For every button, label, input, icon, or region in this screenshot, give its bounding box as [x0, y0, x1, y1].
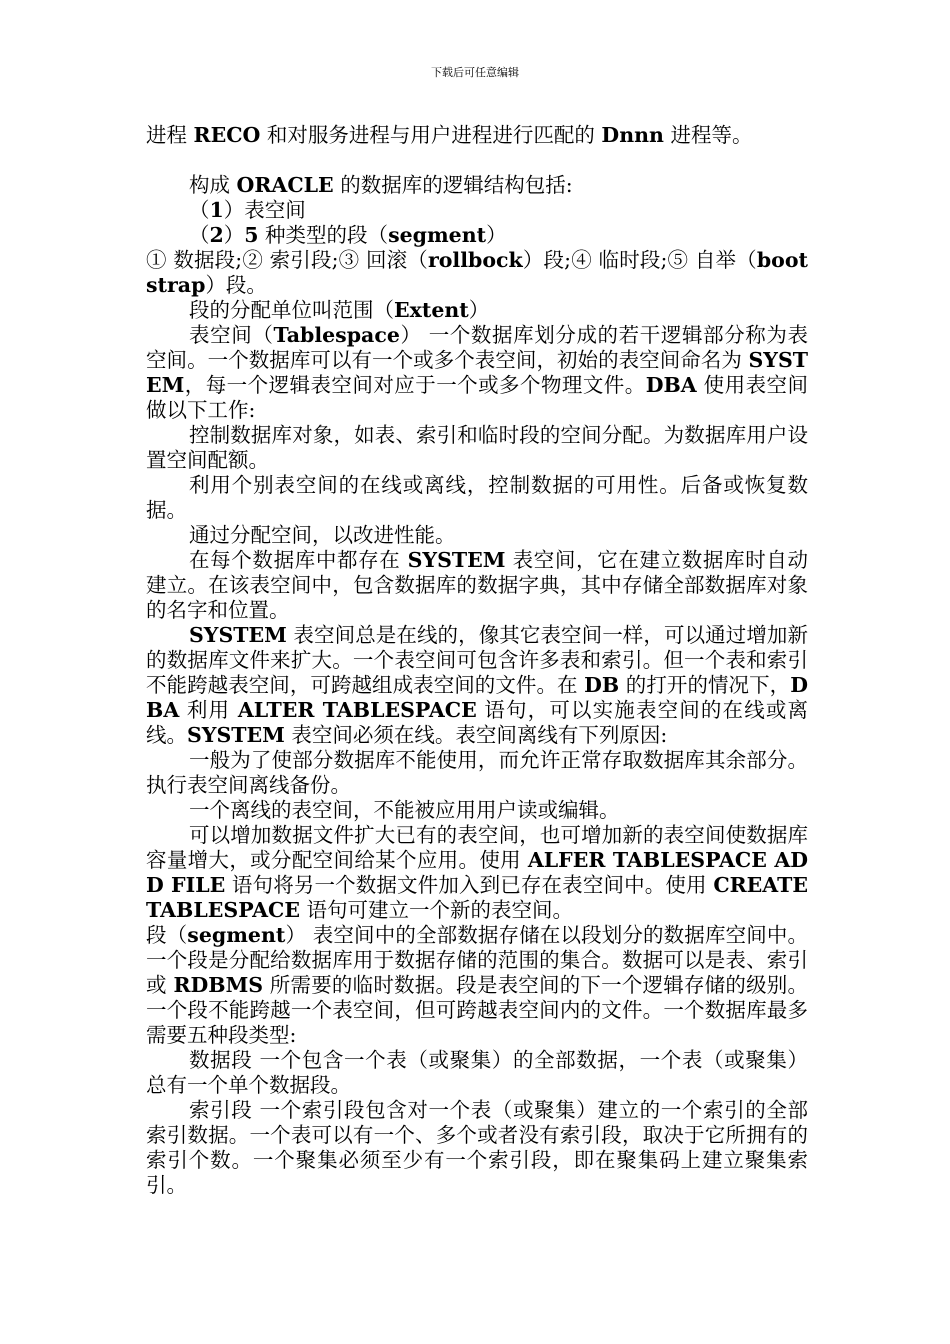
paragraph-offline-reason: 一般为了使部分数据库不能使用，而允许正常存取数据库其余部分。执行表空间离线备份。: [146, 748, 808, 797]
paragraph-extent: 段的分配单位叫范围（Extent）: [189, 298, 490, 322]
list-item-segment-types: （2）5 种类型的段（segment）: [189, 223, 507, 247]
paragraph-system-online: SYSTEM 表空间总是在线的，像其它表空间一样，可以通过增加新的数据库文件来扩大。一个表空间可包含许多表和索引。但一个表和索引不能跨越表空间，可跨越组成表空间的文件。在 DB 的打开的情况下，DBA 利用 ALTER TABLESPACE 语句，可以实施表空间的在线或离线。SYSTEM 表空间必须在线。表空间离线有下列原因:: [146, 623, 808, 747]
paragraph-data-segment: 数据段 一个包含一个表（或聚集）的全部数据，一个表（或聚集）总有一个单个数据段。: [146, 1048, 808, 1097]
page-header: 下载后可任意编辑: [431, 66, 519, 79]
paragraph-allocate-space: 通过分配空间，以改进性能。: [189, 523, 456, 547]
paragraph-segment-list: ① 数据段;② 索引段;③ 回滚（rollbock）段;④ 临时段;⑤ 自举（bootstrap）段。: [146, 248, 808, 297]
paragraph-control-objects: 控制数据库对象，如表、索引和临时段的空间分配。为数据库用户设置空间配额。: [146, 423, 808, 472]
paragraph-index-segment: 索引段 一个索引段包含对一个表（或聚集）建立的一个索引的全部索引数据。一个表可以有一个、多个或者没有索引段，取决于它所拥有的索引个数。一个聚集必须至少有一个索引段，即在聚集码上建立聚集索引。: [146, 1098, 808, 1197]
list-item-tablespace: （1）表空间: [189, 198, 306, 222]
paragraph-segment-definition: 段（segment） 表空间中的全部数据存储在以段划分的数据库空间中。一个段是分配给数据库用于数据存储的范围的集合。数据可以是表、索引或 RDBMS 所需要的临时数据。段是表空间的下一个逻辑存储的级别。一个段不能跨越一个表空间，但可跨越表空间内的文件。一个数据库最多需要五种段类型:: [146, 923, 809, 1047]
paragraph-add-datafile: 可以增加数据文件扩大已有的表空间，也可增加新的表空间使数据库容量增大，或分配空间给某个应用。使用 ALFER TABLESPACE ADD FILE 语句将另一个数据文件加入到已存在表空间中。使用 CREATE TABLESPACE 语句可建立一个新的表空间。: [146, 823, 808, 922]
paragraph-reco: 进程 RECO 和对服务进程与用户进程进行匹配的 Dnnn 进程等。: [146, 123, 753, 147]
paragraph-offline-read: 一个离线的表空间，不能被应用用户读或编辑。: [189, 798, 620, 822]
blank-line: [146, 148, 808, 173]
document-body: [146, 123, 808, 1198]
paragraph-system-tablespace: 在每个数据库中都存在 SYSTEM 表空间，它在建立数据库时自动建立。在该表空间中，包含数据库的数据字典，其中存储全部数据库对象的名字和位置。: [146, 548, 808, 622]
paragraph-online-offline: 利用个别表空间的在线或离线，控制数据的可用性。后备或恢复数据。: [146, 473, 808, 522]
paragraph-logical-structure: 构成 ORACLE 的数据库的逻辑结构包括:: [189, 173, 573, 197]
paragraph-tablespace-definition: 表空间（Tablespace） 一个数据库划分成的若干逻辑部分称为表空间。一个数据库可以有一个或多个表空间，初始的表空间命名为 SYSTEM，每一个逻辑表空间对应于一个或多个物理文件。DBA 使用表空间做以下工作:: [146, 323, 809, 422]
